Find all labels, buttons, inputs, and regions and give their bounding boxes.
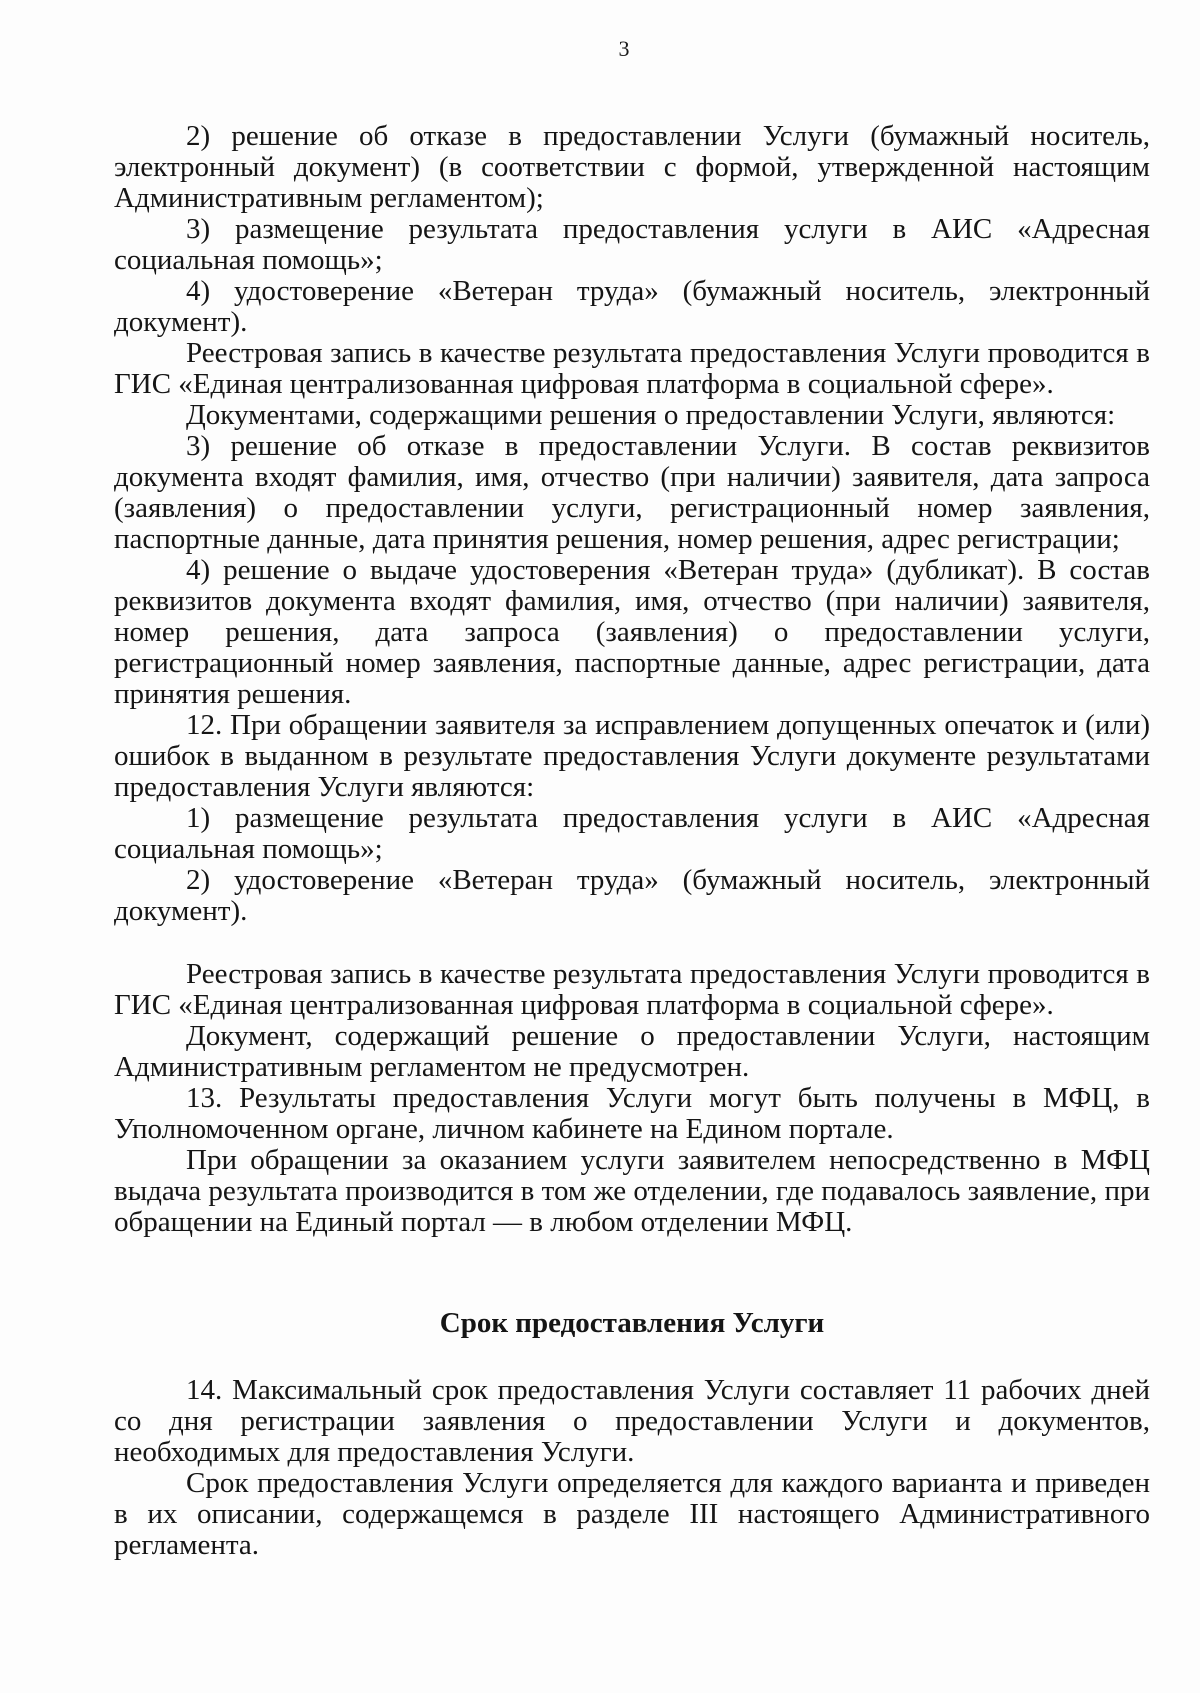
paragraph: 3) размещение результата предоставления услуги в АИС «Адресная социальная помощь»; (114, 213, 1150, 276)
paragraph: Документами, содержащими решения о предоставлении Услуги, являются: (186, 399, 1116, 431)
paragraph: 3) решение об отказе в предоставлении Услуги. В состав реквизитов документа входят фамилия, имя, отчество (при наличии) заявителя, дата запроса (заявления) о предоставлении услуги, регистрационный номер заявления, паспортные данные, дата принятия решения, номер решения, адрес регистрации; (114, 430, 1150, 555)
paragraph: 13. Результаты предоставления Услуги могут быть получены в МФЦ, в Уполномоченном органе, личном кабинете на Едином портале. (114, 1082, 1150, 1145)
paragraph: При обращении за оказанием услуги заявителем непосредственно в МФЦ выдача результата производится в том же отделении, где подавалось заявление, при обращении на Единый портал — в любом отделении МФЦ. (114, 1144, 1150, 1238)
paragraph: 2) решение об отказе в предоставлении Услуги (бумажный носитель, электронный документ) (в соответствии с формой, утвержденной настоящим Административным регламентом); (114, 120, 1150, 214)
paragraph: Реестровая запись в качестве результата предоставления Услуги проводится в ГИС «Единая централизованная цифровая платформа в социальной сфере». (114, 958, 1150, 1021)
paragraph: 2) удостоверение «Ветеран труда» (бумажный носитель, электронный документ). (114, 864, 1150, 927)
paragraph: 12. При обращении заявителя за исправлением допущенных опечаток и (или) ошибок в выданном в результате предоставления Услуги документе результатами предоставления Услуги являются: (114, 709, 1150, 803)
page-number: 3 (618, 36, 630, 61)
paragraph: Реестровая запись в качестве результата предоставления Услуги проводится в ГИС «Единая централизованная цифровая платформа в социальной сфере». (114, 337, 1150, 400)
paragraph: Документ, содержащий решение о предоставлении Услуги, настоящим Административным регламентом не предусмотрен. (114, 1020, 1150, 1083)
section-heading: Срок предоставления Услуги (439, 1307, 825, 1339)
paragraph: Срок предоставления Услуги определяется для каждого варианта и приведен в их описании, содержащемся в разделе III настоящего Административного регламента. (114, 1467, 1150, 1561)
document-body (114, 121, 1150, 1561)
paragraph: 14. Максимальный срок предоставления Услуги составляет 11 рабочих дней со дня регистрации заявления о предоставлении Услуги и документов, необходимых для предоставления Услуги. (114, 1374, 1150, 1468)
paragraph: 4) решение о выдаче удостоверения «Ветеран труда» (дубликат). В состав реквизитов документа входят фамилия, имя, отчество (при наличии) заявителя, номер решения, дата запроса (заявления) о предоставлении услуги, регистрационный номер заявления, паспортные данные, адрес регистрации, дата принятия решения. (114, 554, 1150, 710)
paragraph: 4) удостоверение «Ветеран труда» (бумажный носитель, электронный документ). (114, 275, 1150, 338)
paragraph: 1) размещение результата предоставления услуги в АИС «Адресная социальная помощь»; (114, 802, 1150, 865)
